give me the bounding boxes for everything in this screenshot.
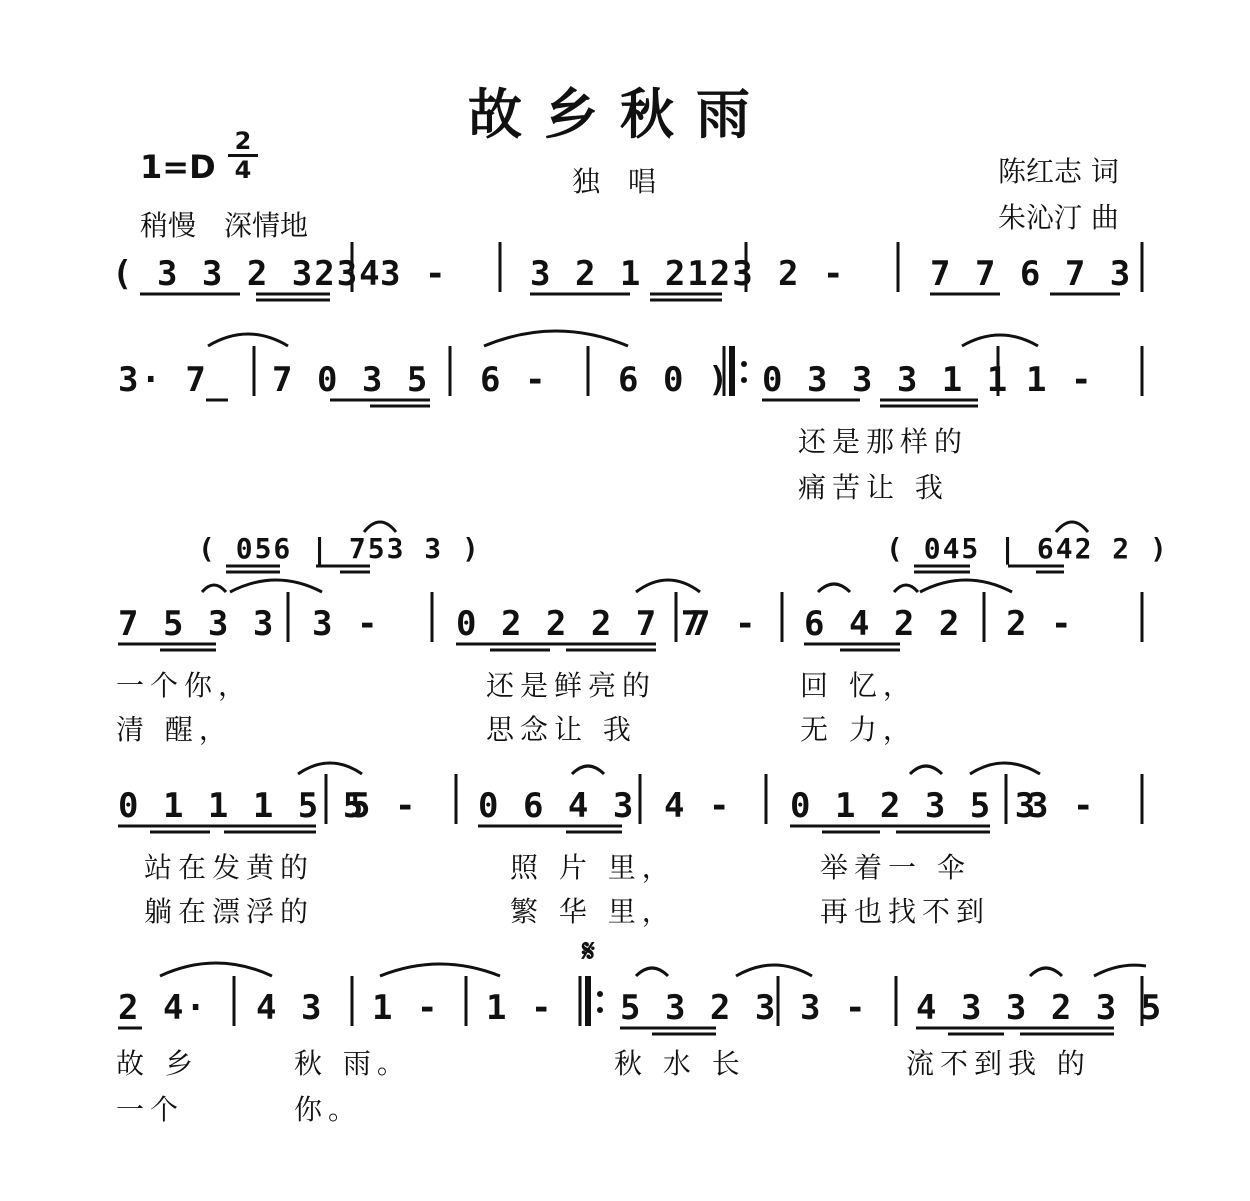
repeat-dot: [741, 361, 747, 367]
lyric-verse1-row3-b: 还是鲜亮的: [486, 669, 657, 702]
measure-26: 1 -: [372, 988, 440, 1028]
segno-sign: 𝄋: [582, 934, 595, 969]
tempo-marking: 稍慢 深情地: [140, 209, 309, 242]
time-signature-bottom: 4: [234, 156, 252, 184]
measure-29: 3 -: [800, 988, 868, 1028]
lyric-verse1-row5-d: 流不到我 的: [906, 1047, 1091, 1080]
lyric-verse1-row3-a: 一个你，: [116, 669, 253, 702]
lyric-verse2-row3-b: 思念让 我: [486, 713, 637, 746]
lyric-verse2-row4-c: 再也找不到: [820, 895, 991, 928]
lyric-verse1-row5-b: 秋 雨。: [294, 1047, 411, 1080]
key-signature: 1=D: [140, 148, 216, 186]
measure-15: 7 -: [690, 604, 758, 644]
tie: [920, 580, 1012, 592]
measure-12: 7 5 3 3: [118, 604, 276, 644]
measure-1: ( 3 3 2 3234: [112, 254, 382, 294]
lyric-verse1-row4-b: 照 片 里，: [510, 851, 676, 884]
measure-18: 0 1 1 1 5 5: [118, 786, 366, 826]
composer-credit: 朱沁汀 曲: [998, 201, 1119, 234]
lyric-verse2-row3-c: 无 力，: [800, 713, 917, 746]
tie: [636, 968, 668, 976]
measure-21: 4 -: [664, 786, 732, 826]
measure-17: 2 -: [1006, 604, 1074, 644]
tie: [160, 963, 272, 976]
lyric-verse2-row5-a: 一个: [116, 1093, 185, 1126]
tie: [230, 580, 322, 592]
measure-3: 3 2 1 2123: [530, 254, 755, 294]
measure-5: 7 7 6 7 3: [930, 254, 1133, 294]
lyric-verse1-row4-c: 举着一 伞: [820, 851, 971, 884]
lyric-verse2-row4-b: 繁 华 里，: [510, 895, 676, 928]
song-title: 故乡秋雨: [468, 82, 772, 146]
measure-16: 6 4 2 2: [804, 604, 962, 644]
measure-2: 3 -: [380, 254, 448, 294]
measure-14: 0 2 2 2 7 7: [456, 604, 704, 644]
repeat-dot: [597, 1007, 603, 1013]
lyric-verse1-row3-c: 回 忆，: [800, 669, 917, 702]
measure-28: 5 3 2 3: [620, 988, 778, 1028]
tie: [484, 331, 628, 346]
measure-23: 3 -: [1028, 786, 1096, 826]
lyric-verse2-row4-a: 躺在漂浮的: [144, 895, 315, 928]
measure-27: 1 -: [486, 988, 554, 1028]
measure-13: 3 -: [312, 604, 380, 644]
lyric-verse1-row2: 还是那样的: [798, 425, 969, 458]
lyric-verse1-row5-a: 故 乡: [116, 1047, 199, 1080]
tie: [298, 763, 362, 774]
tie: [364, 522, 396, 532]
lyric-verse2-row5-b: 你。: [294, 1093, 363, 1126]
lyric-verse1-row5-c: 秋 水 长: [614, 1047, 746, 1080]
tie: [636, 580, 700, 592]
measure-24: 2 4·: [118, 988, 208, 1028]
tie: [380, 964, 500, 976]
measure-11: 1 -: [1026, 360, 1094, 400]
tie: [962, 335, 1038, 346]
tie: [818, 584, 850, 592]
tie: [894, 585, 918, 592]
lyric-verse2-row3-a: 清 醒，: [116, 713, 233, 746]
measure-30: 4 3 3 2 3 5: [916, 988, 1164, 1028]
measure-4: 2 -: [778, 254, 846, 294]
tie: [736, 965, 812, 976]
intro-fill-1: ( 056 | 753 3 ): [198, 532, 481, 565]
lyric-verse1-row4-a: 站在发黄的: [144, 851, 315, 884]
measure-8: 6 -: [480, 360, 548, 400]
lyric-verse2-row2: 痛苦让 我: [798, 471, 949, 504]
measure-7: 7 0 3 5: [272, 360, 430, 400]
tie: [572, 766, 604, 774]
time-signature-top: 2: [234, 127, 252, 155]
measure-25: 4 3: [256, 988, 324, 1028]
intro-fill-2: ( 045 | 642 2 ): [886, 532, 1169, 565]
measure-9: 6 0 ): [618, 360, 731, 400]
measure-10: 0 3 3 3 1 1: [762, 360, 1010, 400]
measure-19: 5 -: [350, 786, 418, 826]
measure-22: 0 1 2 3 5 3: [790, 786, 1038, 826]
measure-20: 0 6 4 3: [478, 786, 636, 826]
tie: [1094, 965, 1146, 976]
tie: [910, 766, 942, 774]
repeat-dot: [741, 377, 747, 383]
measure-6: 3· 7: [118, 360, 208, 400]
tie: [208, 334, 288, 346]
performance-type: 独 唱: [572, 165, 657, 198]
tie: [202, 585, 226, 592]
lyricist-credit: 陈红志 词: [998, 155, 1119, 188]
tie: [970, 763, 1040, 774]
repeat-dot: [597, 991, 603, 997]
tie: [1030, 968, 1062, 976]
tie: [1056, 522, 1088, 532]
